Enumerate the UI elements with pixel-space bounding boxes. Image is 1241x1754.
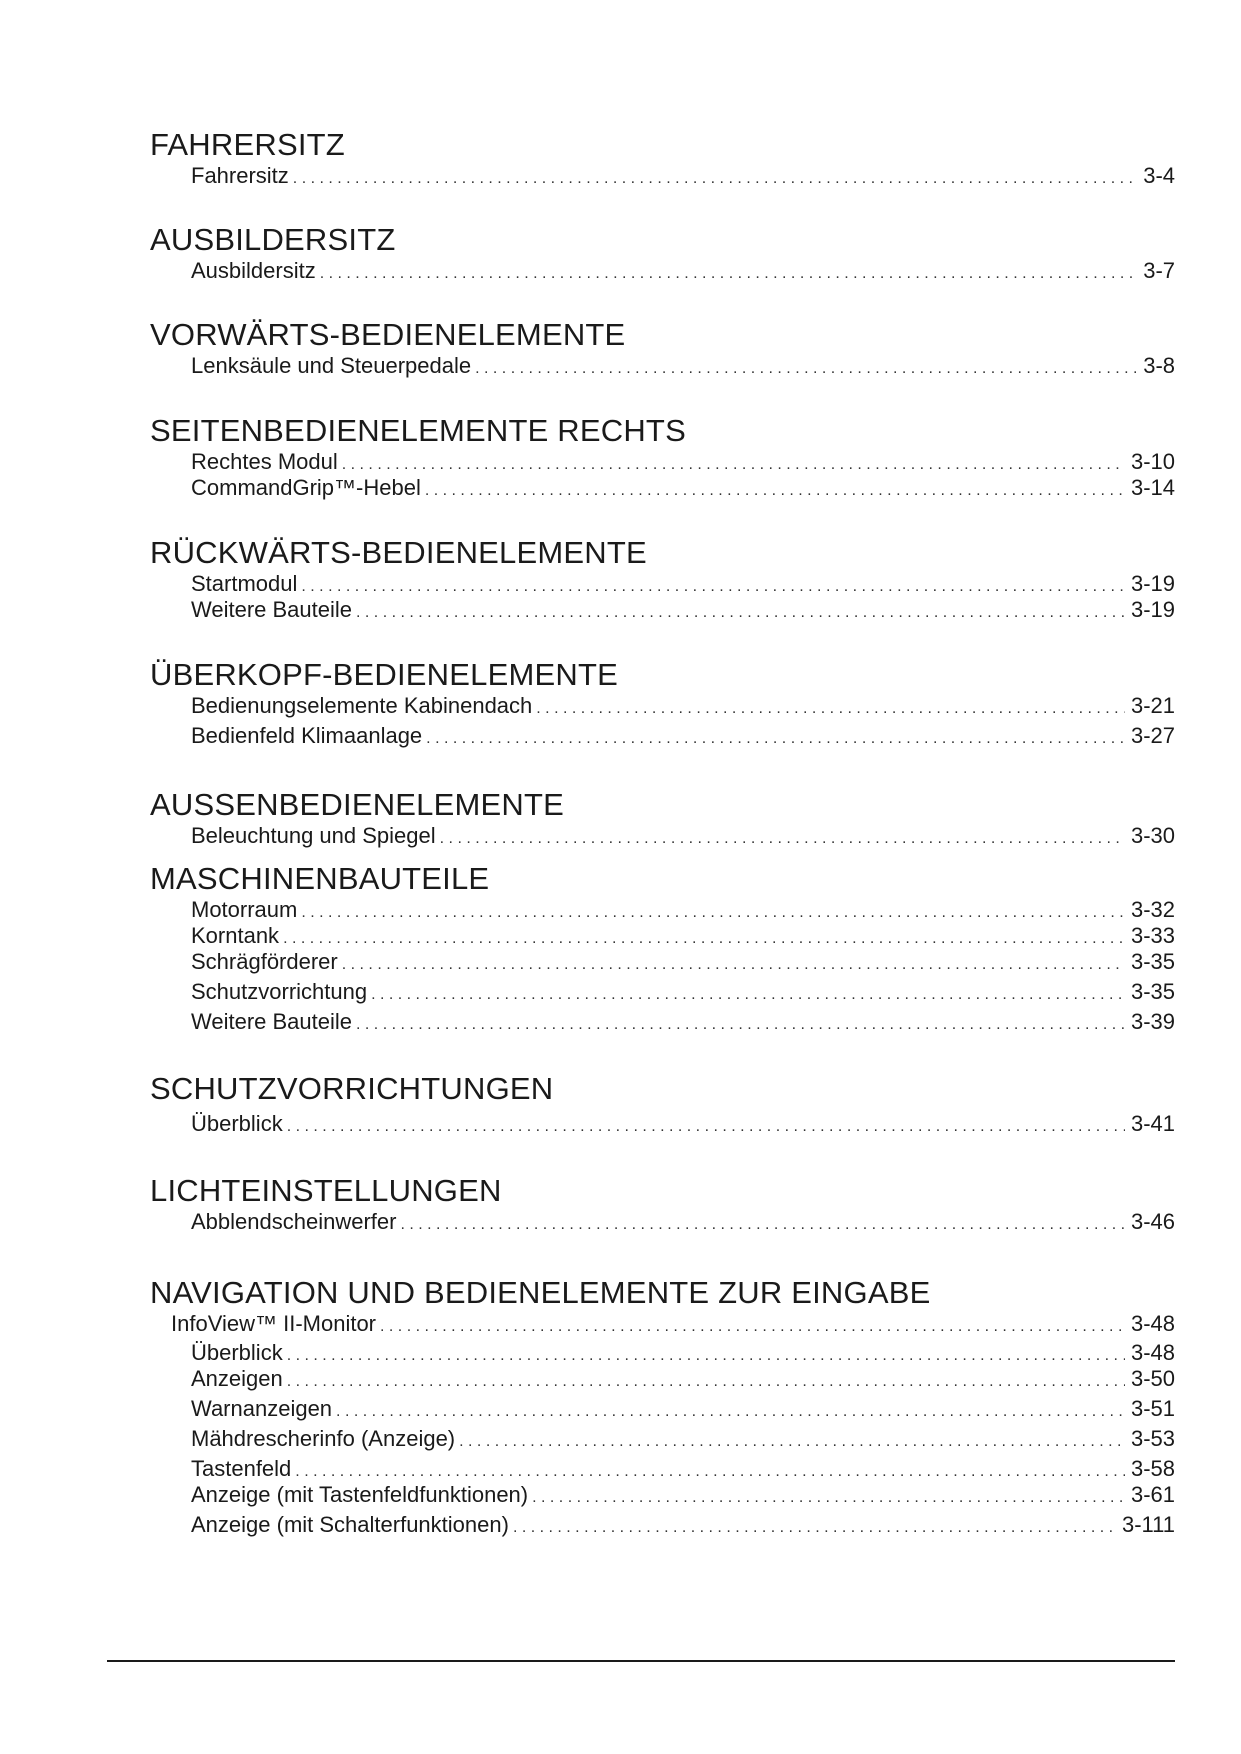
- toc-entry[interactable]: [150, 1456, 1175, 1482]
- dot-leader: [380, 1314, 1125, 1340]
- dot-leader: [532, 1485, 1125, 1511]
- section-entries: [150, 449, 1175, 501]
- section-heading: LICHTEINSTELLUNGEN: [150, 1173, 502, 1208]
- toc-entry[interactable]: [150, 597, 1175, 623]
- entry-page-number: 3-41: [1130, 1111, 1175, 1136]
- entry-page-number: 3-58: [1130, 1456, 1175, 1481]
- dot-leader: [400, 1212, 1124, 1238]
- toc-section-ueberkopf-bedienelemente: [150, 657, 1175, 749]
- entry-page-number: 3-48: [1130, 1311, 1175, 1336]
- dot-leader: [356, 1012, 1125, 1038]
- section-heading: SCHUTZVORRICHTUNGEN: [150, 1071, 554, 1106]
- entry-label: InfoView™ II-Monitor: [171, 1311, 377, 1336]
- toc-entry[interactable]: [150, 1340, 1175, 1366]
- entry-label: Anzeigen: [191, 1366, 283, 1391]
- section-heading: MASCHINENBAUTEILE: [150, 861, 490, 896]
- toc-entry[interactable]: [150, 723, 1175, 749]
- entry-page-number: 3-35: [1130, 949, 1175, 974]
- section-heading: AUSBILDERSITZ: [150, 222, 396, 257]
- dot-leader: [513, 1515, 1116, 1541]
- entry-page-number: 3-35: [1130, 979, 1175, 1004]
- section-entries: [150, 693, 1175, 749]
- entry-label: Startmodul: [191, 571, 298, 596]
- entry-page-number: 3-50: [1130, 1366, 1175, 1391]
- entry-label: Schrägförderer: [191, 949, 338, 974]
- entry-page-number: 3-8: [1143, 353, 1175, 378]
- section-entries: [150, 571, 1175, 623]
- entry-page-number: 3-4: [1143, 163, 1175, 188]
- dot-leader: [287, 1369, 1125, 1395]
- toc-entry[interactable]: [150, 353, 1175, 379]
- entry-label: Warnanzeigen: [191, 1396, 333, 1421]
- section-entries: [150, 1311, 1175, 1538]
- entry-label: Tastenfeld: [191, 1456, 292, 1481]
- dot-leader: [287, 1343, 1125, 1369]
- toc-entry[interactable]: [150, 258, 1175, 284]
- entry-page-number: 3-14: [1130, 475, 1175, 500]
- entry-page-number: 3-19: [1130, 597, 1175, 622]
- toc-section-seitenbedienelemente-rechts: [150, 413, 1175, 501]
- dot-leader: [440, 826, 1125, 852]
- entry-label: Lenksäule und Steuerpedale: [191, 353, 472, 378]
- entry-label: Überblick: [191, 1111, 283, 1136]
- entry-label: Rechtes Modul: [191, 449, 338, 474]
- dot-leader: [320, 261, 1137, 287]
- toc-section-fahrersitz: [150, 127, 1175, 189]
- section-heading: AUSSENBEDIENELEMENTE: [150, 787, 564, 822]
- toc-section-lichteinstellungen: [150, 1173, 1175, 1235]
- toc-entry[interactable]: [150, 1111, 1175, 1137]
- entry-page-number: 3-19: [1130, 571, 1175, 596]
- toc-entry[interactable]: [150, 1512, 1175, 1538]
- dot-leader: [342, 952, 1125, 978]
- entry-page-number: 3-51: [1130, 1396, 1175, 1421]
- section-heading: ÜBERKOPF-BEDIENELEMENTE: [150, 657, 618, 692]
- toc-entry[interactable]: [150, 1209, 1175, 1235]
- dot-leader: [293, 166, 1137, 192]
- dot-leader: [283, 926, 1125, 952]
- toc-entry[interactable]: [150, 1482, 1175, 1508]
- toc-entry[interactable]: [150, 1426, 1175, 1452]
- entry-label: Überblick: [191, 1340, 283, 1365]
- entry-page-number: 3-21: [1130, 693, 1175, 718]
- section-entries: [150, 1111, 1175, 1137]
- section-entries: [150, 823, 1175, 849]
- dot-leader: [301, 574, 1125, 600]
- entry-label: Anzeige (mit Schalterfunktionen): [191, 1512, 509, 1537]
- entry-page-number: 3-48: [1130, 1340, 1175, 1365]
- section-entries: [150, 897, 1175, 1035]
- toc-entry[interactable]: [150, 897, 1175, 923]
- toc-entry[interactable]: [150, 1366, 1175, 1392]
- section-entries: [150, 353, 1175, 379]
- dot-leader: [459, 1429, 1125, 1455]
- section-entries: [150, 163, 1175, 189]
- section-entries: [150, 1209, 1175, 1235]
- dot-leader: [356, 600, 1125, 626]
- toc-section-schutzvorrichtungen: [150, 1071, 1175, 1137]
- toc-entry[interactable]: [150, 475, 1175, 501]
- entry-label: Bedienungselemente Kabinendach: [191, 693, 533, 718]
- dot-leader: [336, 1399, 1125, 1425]
- entry-label: CommandGrip™-Hebel: [191, 475, 421, 500]
- entry-label: Motorraum: [191, 897, 298, 922]
- toc-entry[interactable]: [150, 163, 1175, 189]
- entry-label: Anzeige (mit Tastenfeldfunktionen): [191, 1482, 529, 1507]
- dot-leader: [475, 356, 1137, 382]
- entry-page-number: 3-27: [1130, 723, 1175, 748]
- toc-section-navigation-eingabe: [150, 1275, 1175, 1538]
- toc-entry[interactable]: [150, 823, 1175, 849]
- entry-page-number: 3-61: [1130, 1482, 1175, 1507]
- dot-leader: [536, 696, 1125, 722]
- entry-label: Fahrersitz: [191, 163, 289, 188]
- footer-rule: [107, 1660, 1175, 1662]
- toc-entry[interactable]: [150, 571, 1175, 597]
- toc-section-vorwaerts-bedienelemente: [150, 317, 1175, 379]
- dot-leader: [301, 900, 1125, 926]
- entry-label: Weitere Bauteile: [191, 1009, 353, 1034]
- toc-section-aussenbedienelemente: [150, 787, 1175, 849]
- toc-entry[interactable]: [150, 979, 1175, 1005]
- entry-page-number: 3-7: [1143, 258, 1175, 283]
- entry-page-number: 3-39: [1130, 1009, 1175, 1034]
- section-heading: NAVIGATION UND BEDIENELEMENTE ZUR EINGABE: [150, 1275, 931, 1310]
- entry-label: Beleuchtung und Spiegel: [191, 823, 436, 848]
- dot-leader: [425, 478, 1125, 504]
- entry-page-number: 3-32: [1130, 897, 1175, 922]
- toc-entry[interactable]: [150, 1396, 1175, 1422]
- toc-entry[interactable]: [150, 1009, 1175, 1035]
- entry-label: Abblendscheinwerfer: [191, 1209, 397, 1234]
- section-heading: SEITENBEDIENELEMENTE RECHTS: [150, 413, 686, 448]
- toc-entry[interactable]: [150, 1311, 1175, 1337]
- section-heading: RÜCKWÄRTS-BEDIENELEMENTE: [150, 535, 647, 570]
- entry-page-number: 3-30: [1130, 823, 1175, 848]
- entry-label: Mähdrescherinfo (Anzeige): [191, 1426, 456, 1451]
- section-heading: VORWÄRTS-BEDIENELEMENTE: [150, 317, 626, 352]
- entry-label: Schutzvorrichtung: [191, 979, 368, 1004]
- entry-page-number: 3-33: [1130, 923, 1175, 948]
- toc-entry[interactable]: [150, 693, 1175, 719]
- entry-page-number: 3-111: [1121, 1512, 1175, 1537]
- entry-page-number: 3-10: [1130, 449, 1175, 474]
- entry-label: Bedienfeld Klimaanlage: [191, 723, 423, 748]
- table-of-contents: [150, 127, 1175, 1538]
- toc-section-maschinenbauteile: [150, 861, 1175, 1035]
- toc-section-rueckwaerts-bedienelemente: [150, 535, 1175, 623]
- entry-label: Ausbildersitz: [191, 258, 316, 283]
- toc-entry[interactable]: [150, 923, 1175, 949]
- entry-page-number: 3-46: [1130, 1209, 1175, 1234]
- entry-label: Weitere Bauteile: [191, 597, 353, 622]
- dot-leader: [426, 726, 1125, 752]
- dot-leader: [287, 1114, 1125, 1140]
- dot-leader: [342, 452, 1125, 478]
- entry-label: Korntank: [191, 923, 280, 948]
- dot-leader: [371, 982, 1125, 1008]
- toc-entry[interactable]: [150, 449, 1175, 475]
- entry-page-number: 3-53: [1130, 1426, 1175, 1451]
- toc-entry[interactable]: [150, 949, 1175, 975]
- section-entries: [150, 258, 1175, 284]
- section-heading: FAHRERSITZ: [150, 127, 345, 162]
- toc-section-ausbildersitz: [150, 222, 1175, 284]
